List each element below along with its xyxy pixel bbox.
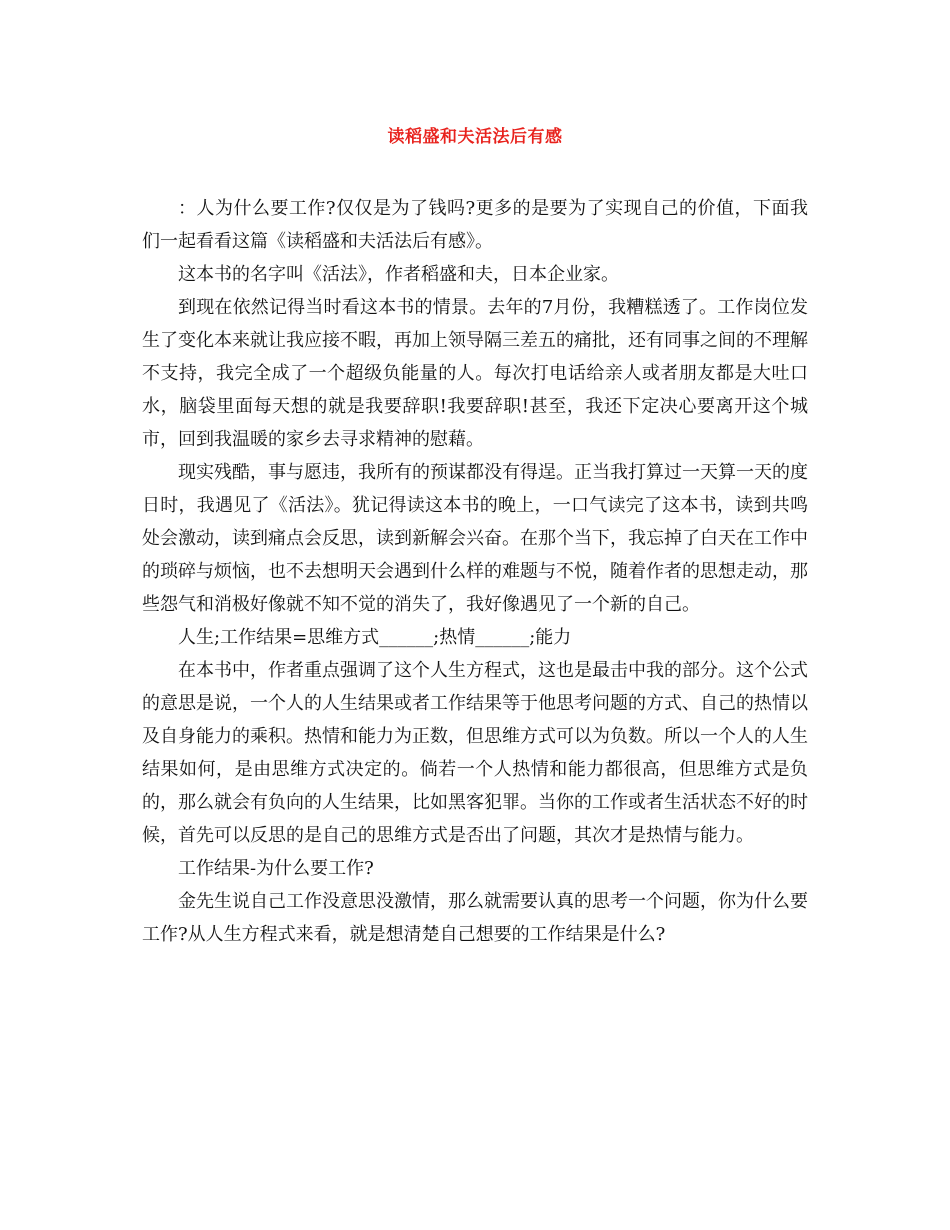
paragraph-encounter: 现实残酷，事与愿违，我所有的预谋都没有得逞。正当我打算过一天算一天的度日时，我遇见了《活法》。犹记得读这本书的晚上，一口气读完了这本书，读到共鸣处会激动，读到痛点会反思，读到新解会兴奋。在那个当下，我忘掉了白天在工作中的琐碎与烦恼，也不去想明天会遇到什么样的难题与不悦，随着作者的思想走动，那些怨气和消极好像就不知不觉的消失了，我好像遇见了一个新的自己。 bbox=[142, 462, 808, 615]
paragraph-subheading: 工作结果-为什么要工作? bbox=[178, 858, 374, 879]
paragraph-formula-explanation: 在本书中，作者重点强调了这个人生方程式，这也是最击中我的部分。这个公式的意思是说，一个人的人生结果或者工作结果等于他思考问题的方式、自己的热情以及自身能力的乘积。热情和能力为正数，但思维方式可以为负数。所以一个人的人生结果如何，是由思维方式决定的。倘若一个人热情和能力都很高，但思维方式是负的，那么就会有负向的人生结果，比如黑客犯罪。当你的工作或者生活状态不好的时候，首先可以反思的是自己的思维方式是否出了问题，其次才是热情与能力。 bbox=[142, 660, 808, 846]
paragraph-closing: 金先生说自己工作没意思没激情，那么就需要认真的思考一个问题，你为什么要工作?从人生方程式来看，就是想清楚自己想要的工作结果是什么? bbox=[142, 891, 808, 945]
paragraph-formula: 人生;工作结果=思维方式______;热情______;能力 bbox=[178, 627, 572, 648]
document-body bbox=[142, 192, 808, 951]
paragraph-intro: ：人为什么要工作?仅仅是为了钱吗?更多的是要为了实现自己的价值，下面我们一起看看这篇《读稻盛和夫活法后有感》。 bbox=[142, 198, 808, 252]
paragraph-memory: 到现在依然记得当时看这本书的情景。去年的7月份，我糟糕透了。工作岗位发生了变化本来就让我应接不暇，再加上领导隔三差五的痛批，还有同事之间的不理解不支持，我完全成了一个超级负能量的人。每次打电话给亲人或者朋友都是大吐口水，脑袋里面每天想的就是我要辞职!我要辞职!甚至，我还下定决心要离开这个城市，回到我温暖的家乡去寻求精神的慰藉。 bbox=[142, 297, 808, 450]
paragraph-book-info: 这本书的名字叫《活法》，作者稻盛和夫，日本企业家。 bbox=[178, 264, 619, 285]
document-title: 读稻盛和夫活法后有感 bbox=[387, 127, 563, 147]
